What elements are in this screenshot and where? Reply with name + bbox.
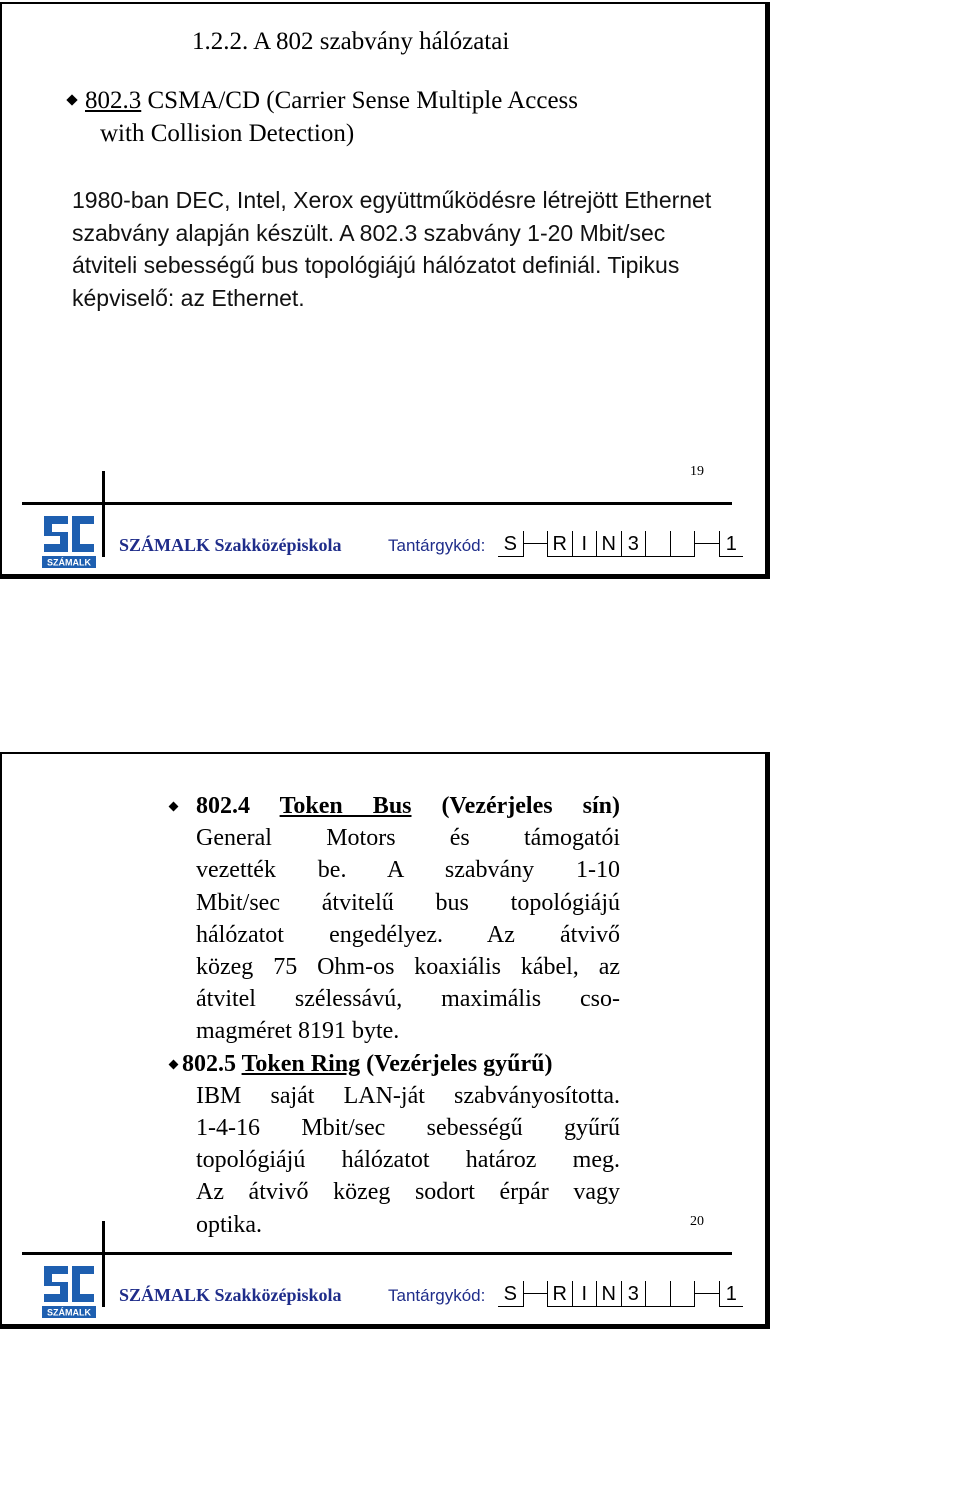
- code-cell: [670, 531, 695, 557]
- code-cell: R: [547, 531, 572, 557]
- code-cell: N: [596, 1281, 621, 1307]
- standard-desc: (Vezérjeles gyűrű): [366, 1050, 553, 1077]
- szamalk-logo-icon: [40, 1262, 98, 1320]
- bullet-line-1: CSMA/CD (Carrier Sense Multiple Access: [141, 87, 579, 114]
- logo-text: SZÁMALK: [47, 1307, 91, 1318]
- body-line: optika.: [196, 1211, 262, 1238]
- code-cell: [645, 531, 670, 557]
- page-number: 20: [690, 1214, 704, 1229]
- code-cell: 3: [621, 531, 646, 557]
- bullet-802-4: [170, 790, 620, 1048]
- code-cell: 1: [719, 531, 744, 557]
- diamond-bullet-icon: [66, 95, 77, 106]
- body-line: vezették be. A szabvány 1-10: [196, 857, 620, 884]
- bullet-802-3: [68, 84, 578, 150]
- subject-code-label: Tantárgykód:: [388, 1286, 486, 1305]
- paragraph: 1980-ban DEC, Intel, Xerox együttműködésre létrejött Ethernet szabvány alapján készült. A 802.3 szabvány 1-20 Mbit/sec átviteli sebességű bus topológiájú hálózatot definiál. Tipikus képviselő: az Ethernet.: [72, 187, 712, 311]
- slide-20: [0, 752, 770, 1329]
- standard-code: 802.4: [196, 793, 250, 819]
- code-cell: N: [596, 531, 621, 557]
- body-line: hálózatot engedélyez. Az átvivő: [196, 921, 620, 948]
- code-cell: S: [498, 1281, 523, 1307]
- code-cell: [694, 531, 719, 557]
- body-line: topológiájú hálózatot határoz meg.: [196, 1147, 620, 1174]
- subject-code-box: [498, 531, 743, 557]
- standard-code: 802.3: [85, 87, 142, 114]
- code-cell: I: [572, 1281, 597, 1307]
- body-line: 1-4-16 Mbit/sec sebességű gyűrű: [196, 1115, 620, 1142]
- code-cell: [523, 531, 548, 557]
- footer-horizontal-rule: [22, 502, 732, 505]
- code-cell: R: [547, 1281, 572, 1307]
- slide-body: [170, 790, 620, 1241]
- footer-horizontal-rule: [22, 1252, 732, 1255]
- body-line: magméret 8191 byte.: [196, 1018, 400, 1045]
- slide-19: [0, 2, 770, 579]
- slide-title: 1.2.2. A 802 szabvány hálózatai: [192, 28, 510, 55]
- szamalk-logo-icon: [40, 512, 98, 570]
- logo-text: SZÁMALK: [47, 557, 91, 568]
- code-cell: [523, 1281, 548, 1307]
- body-line: General Motors és támogatói: [196, 825, 620, 852]
- code-cell: [645, 1281, 670, 1307]
- body-line: közeg 75 Ohm-os koaxiális kábel, az: [196, 954, 620, 981]
- code-cell: 3: [621, 1281, 646, 1307]
- code-cell: [694, 1281, 719, 1307]
- code-cell: I: [572, 531, 597, 557]
- body-line: átvitel szélessávú, maximális cso-: [196, 986, 620, 1013]
- bullet-line-2: with Collision Detection): [100, 120, 355, 147]
- footer-vertical-rule: [102, 1221, 105, 1307]
- bullet-heading: [170, 1048, 620, 1080]
- bullet-heading: [170, 790, 620, 822]
- page-number: 19: [690, 464, 704, 479]
- body-line: Mbit/sec átvitelű bus topológiájú: [196, 889, 620, 916]
- code-cell: S: [498, 531, 523, 557]
- standard-code: 802.5: [182, 1050, 236, 1077]
- code-cell: [670, 1281, 695, 1307]
- body-line: IBM saját LAN-ját szabványosította.: [196, 1082, 620, 1109]
- school-name: SZÁMALK Szakközépiskola: [119, 1285, 342, 1305]
- code-cell: 1: [719, 1281, 744, 1307]
- standard-name: Token Ring: [241, 1050, 361, 1077]
- subject-code-box: [498, 1281, 743, 1307]
- subject-code-label: Tantárgykód:: [388, 536, 486, 555]
- footer-vertical-rule: [102, 471, 105, 557]
- school-name: SZÁMALK Szakközépiskola: [119, 535, 342, 555]
- standard-name: Token Bus: [279, 793, 412, 819]
- body-line: Az átvivő közeg sodort érpár vagy: [196, 1179, 620, 1206]
- standard-desc: (Vezérjeles sín): [441, 793, 620, 819]
- bullet-802-5: [170, 1048, 620, 1241]
